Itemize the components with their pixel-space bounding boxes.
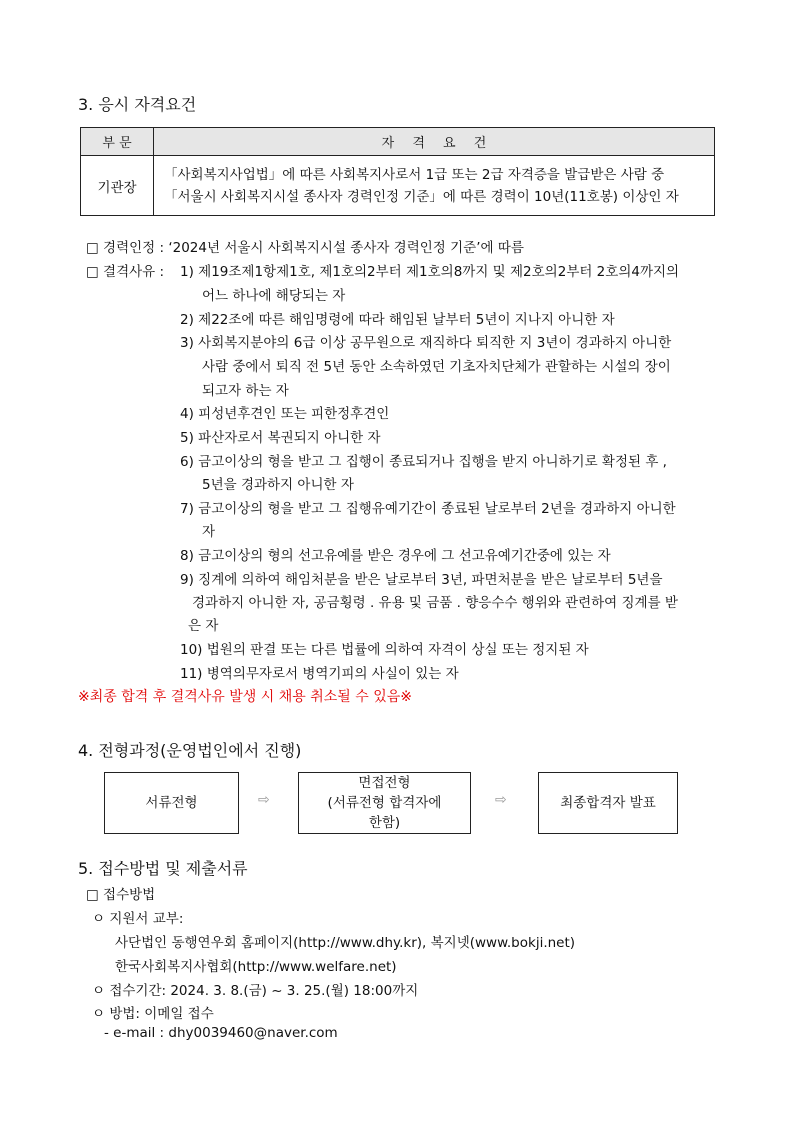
step-label: 한함) <box>368 815 401 831</box>
step-final-announcement <box>538 772 678 834</box>
requirement-line-1: 「사회복지사업법」에 따른 사회복지사로서 1급 또는 2급 자격증을 발급받은 사람 중 <box>164 166 665 183</box>
step-interview <box>298 772 471 834</box>
disq-line: 4) 피성년후견인 또는 피한정후견인 <box>180 406 390 422</box>
application-method: ㅇ 방법: 이메일 접수 <box>92 1006 214 1022</box>
table-cell-requirements <box>154 156 715 216</box>
disq-line: 6) 금고이상의 형을 받고 그 집행이 종료되거나 집행을 받지 아니하기로 확정된 후 , <box>180 454 667 470</box>
disq-line: 5) 파산자로서 복권되지 아니한 자 <box>180 430 381 446</box>
submission-method-heading: □ 접수방법 <box>86 887 156 903</box>
application-period: ㅇ 접수기간: 2024. 3. 8.(금) ~ 3. 25.(월) 18:00까지 <box>92 983 419 999</box>
disq-line: 사람 중에서 퇴직 전 5년 동안 소속하였던 기초자치단체가 관할하는 시설의 장이 <box>202 359 671 375</box>
disq-line: 7) 금고이상의 형을 받고 그 집행유예기간이 종료된 날로부터 2년을 경과하지 아니한 <box>180 501 676 517</box>
disq-line: 8) 금고이상의 형의 선고유예를 받은 경우에 그 선고유예기간중에 있는 자 <box>180 548 611 564</box>
step-label: 면접전형 <box>358 775 411 791</box>
section5-title: 5. 접수방법 및 제출서류 <box>78 859 248 878</box>
disqualification-label: □ 결격사유 : <box>86 264 165 280</box>
step-label: 최종합격자 발표 <box>560 795 656 811</box>
table-header-requirements: 자 격 요 건 <box>154 128 715 156</box>
disq-line: 11) 병역의무자로서 병역기피의 사실이 있는 자 <box>180 666 459 682</box>
disq-line: 9) 징계에 의하여 해임처분을 받은 날로부터 3년, 파면처분을 받은 날로부터 5년을 <box>180 572 663 588</box>
disq-line: 경과하지 아니한 자, 공금횡령 . 유용 및 금품 . 향응수수 행위와 관련하여 징계를 받 <box>192 595 678 611</box>
disq-line: 5년을 경과하지 아니한 자 <box>202 477 354 493</box>
disq-line: 되고자 하는 자 <box>202 383 289 399</box>
table-cell-dept: 기관장 <box>81 156 154 216</box>
arrow-right-icon: ⇨ <box>495 792 507 808</box>
step-document-screening <box>104 772 239 834</box>
section3-title: 3. 응시 자격요건 <box>78 95 197 114</box>
disq-line: 10) 법원의 판결 또는 다른 법률에 의하여 자격이 상실 또는 정지된 자 <box>180 642 589 658</box>
application-form-sites: 사단법인 동행연우회 홈페이지(http://www.dhy.kr), 복지넷(www.bokji.net) <box>115 935 576 951</box>
disq-line: 자 <box>202 524 216 540</box>
application-form-item: ㅇ 지원서 교부: <box>92 911 184 927</box>
arrow-right-icon: ⇨ <box>258 792 270 808</box>
requirement-line-2: 「서울시 사회복지시설 종사자 경력인정 기준」에 따른 경력이 10년(11호봉) 이상인 자 <box>164 188 679 205</box>
disq-line: 은 자 <box>188 618 219 634</box>
contact-email: - e-mail : dhy0039460@naver.com <box>104 1025 338 1041</box>
career-note: □ 경력인정 : ‘2024년 서울시 사회복지시설 종사자 경력인정 기준’에 따름 <box>86 240 524 256</box>
disq-line: 어느 하나에 해당되는 자 <box>202 288 346 304</box>
section4-title: 4. 전형과정(운영법인에서 진행) <box>78 741 302 760</box>
cancellation-warning: ※최종 합격 후 결격사유 발생 시 채용 취소될 수 있음※ <box>78 689 412 705</box>
disq-line: 3) 사회복지분야의 6급 이상 공무원으로 재직하다 퇴직한 지 3년이 경과하지 아니한 <box>180 335 672 351</box>
requirements-table <box>80 127 715 216</box>
disq-line: 2) 제22조에 따른 해임명령에 따라 해임된 날부터 5년이 지나지 아니한 자 <box>180 312 615 328</box>
application-form-sites: 한국사회복지사협회(http://www.welfare.net) <box>115 959 397 975</box>
table-header-dept: 부 문 <box>81 128 154 156</box>
step-label: (서류전형 합격자에 <box>327 795 442 811</box>
step-label: 서류전형 <box>145 795 198 811</box>
disq-line: 1) 제19조제1항제1호, 제1호의2부터 제1호의8까지 및 제2호의2부터 2호의4까지의 <box>180 264 680 280</box>
